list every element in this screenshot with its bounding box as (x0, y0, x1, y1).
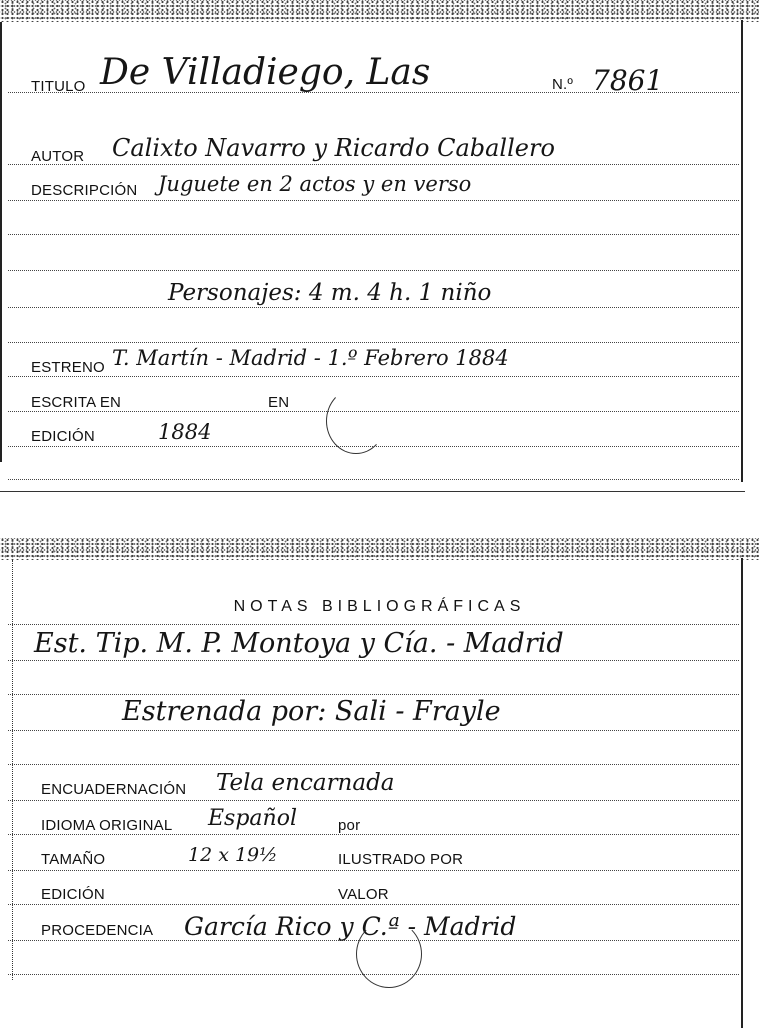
autor-label: AUTOR (31, 148, 85, 165)
titulo-value: De Villadiego, Las (100, 52, 431, 93)
escrita-en-label: ESCRITA EN (31, 394, 122, 411)
edicion-label: EDICIÓN (41, 886, 105, 903)
descripcion-value: Juguete en 2 actos y en verso (158, 172, 472, 196)
notas-heading: NOTAS BIBLIOGRÁFICAS (233, 598, 526, 615)
rule-line (8, 624, 739, 625)
idioma-label: IDIOMA ORIGINAL (41, 817, 173, 834)
encuadernacion-label: ENCUADERNACIÓN (41, 781, 187, 798)
numero-label: N.º (552, 76, 574, 93)
card-edge-speckle (0, 538, 759, 560)
en-label: EN (268, 394, 290, 411)
rule-line (8, 800, 739, 801)
rule-line (8, 730, 739, 731)
tamano-label: TAMAÑO (41, 851, 106, 868)
rule-line (8, 376, 739, 377)
rule-line (8, 200, 739, 201)
card-left-border (12, 560, 13, 980)
card-right-border (741, 558, 743, 1028)
por-label: por (338, 817, 361, 834)
rule-line (8, 342, 739, 343)
numero-value: 7861 (592, 64, 664, 97)
rule-line (8, 870, 739, 871)
card-right-border (741, 20, 743, 482)
descripcion-label: DESCRIPCIÓN (31, 182, 138, 199)
catalog-card-bottom (0, 538, 759, 1028)
tamano-value: 12 x 19½ (188, 844, 278, 866)
rule-line (8, 164, 739, 165)
procedencia-label: PROCEDENCIA (41, 922, 154, 939)
ilustrado-label: ILUSTRADO POR (338, 851, 464, 868)
procedencia-value: García Rico y C.ª - Madrid (184, 912, 517, 941)
card-edge-speckle (0, 0, 759, 22)
estreno-value: T. Martín - Madrid - 1.º Febrero 1884 (112, 346, 509, 370)
rule-line (8, 479, 739, 480)
rule-line (8, 234, 739, 235)
rule-line (8, 764, 739, 765)
rule-line (8, 307, 739, 308)
titulo-label: TITULO (31, 78, 86, 95)
rule-line (8, 694, 739, 695)
rule-line (8, 660, 739, 661)
rule-line (8, 904, 739, 905)
note-line-2: Estrenada por: Sali - Frayle (122, 696, 501, 727)
catalog-card-top (0, 0, 759, 492)
personajes-value: Personajes: 4 m. 4 h. 1 niño (168, 280, 492, 306)
card-left-border (0, 22, 2, 462)
valor-label: VALOR (338, 886, 389, 903)
rule-line (8, 270, 739, 271)
library-stamp (356, 920, 422, 988)
edicion-value: 1884 (158, 420, 212, 444)
encuadernacion-value: Tela encarnada (216, 770, 395, 796)
card-bottom-rule (0, 491, 745, 492)
estreno-label: ESTRENO (31, 359, 105, 376)
autor-value: Calixto Navarro y Ricardo Caballero (112, 134, 555, 162)
rule-line (8, 834, 739, 835)
idioma-value: Español (208, 806, 297, 831)
edicion-label: EDICIÓN (31, 428, 95, 445)
note-line-1: Est. Tip. M. P. Montoya y Cía. - Madrid (34, 628, 564, 659)
library-stamp (326, 388, 386, 454)
